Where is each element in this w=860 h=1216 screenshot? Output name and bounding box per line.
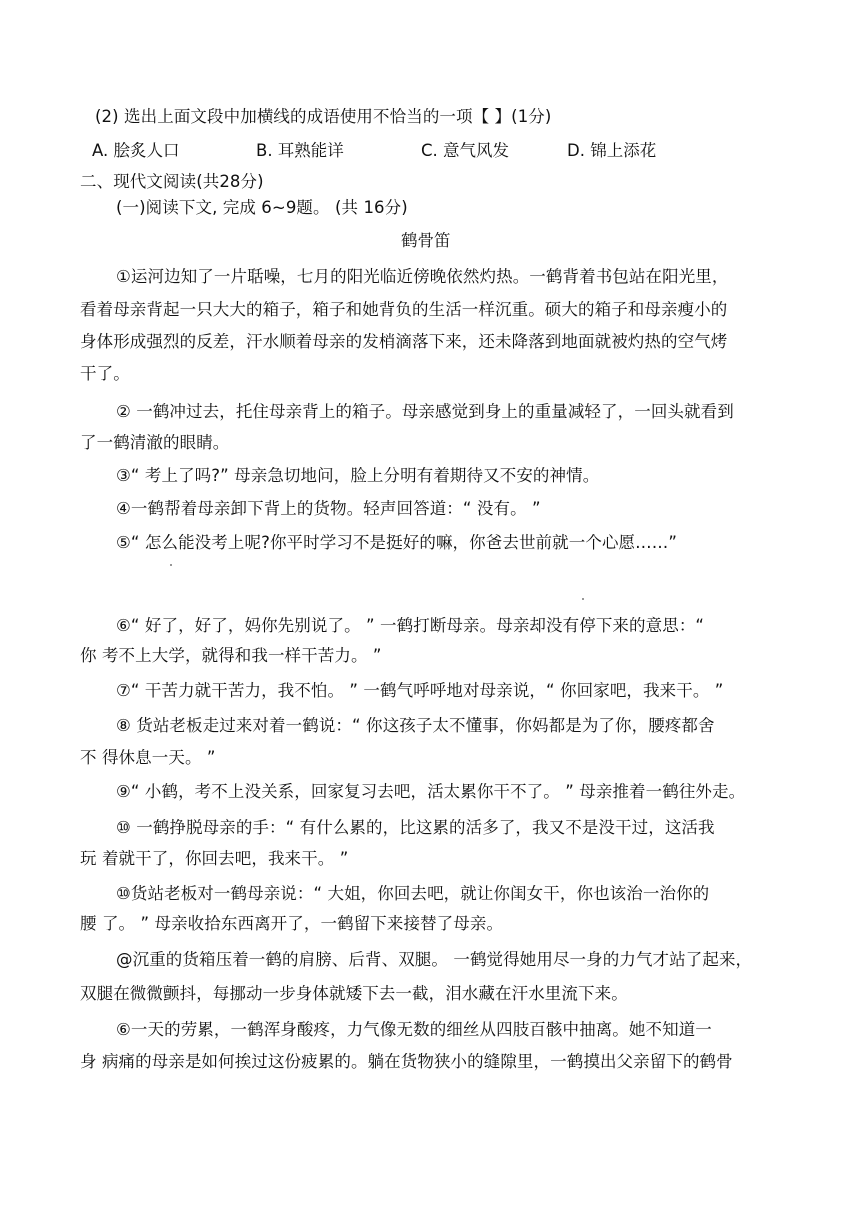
- para-13-line-2: 身 病痛的母亲是如何挨过这份疲累的。躺在货物狭小的缝隙里，一鹤摸出父亲留下的鹤骨: [80, 1052, 733, 1071]
- para-12-line-1: @沉重的货箱压着一鹤的肩膀、后背、双腿。 一鹤觉得她用尽一身的力气才站了起来，: [116, 950, 753, 969]
- para-4: ④一鹤帮着母亲卸下背上的货物。轻声回答道：“ 没有。 ”: [116, 499, 541, 518]
- para-1-line-1: ①运河边知了一片聒噪，七月的阳光临近傍晚依然灼热。一鹤背着书包站在阳光里，: [116, 267, 729, 286]
- para-13-line-1: ⑥一天的劳累，一鹤浑身酸疼，力气像无数的细丝从四肢百骸中抽离。她不知道一: [116, 1020, 712, 1039]
- para-2-line-1: ② 一鹤冲过去，托住母亲背上的箱子。母亲感觉到身上的重量减轻了，一回头就看到: [116, 402, 734, 421]
- para-12-line-2: 双腿在微微颤抖，每挪动一步身体就矮下去一截，泪水藏在汗水里流下来。: [80, 984, 628, 1003]
- para-6-line-1: ⑥“ 好了，好了，妈你先别说了。 ” 一鹤打断母亲。母亲却没有停下来的意思：“: [116, 616, 705, 635]
- option-b: B. 耳熟能详: [256, 141, 344, 160]
- section-sub-heading: (一)阅读下文, 完成 6~9题。 (共 16分): [116, 198, 408, 217]
- para-1-line-4: 干了。: [80, 364, 130, 383]
- para-5: ⑤“ 怎么能没考上呢?你平时学习不是挺好的嘛，你爸去世前就一个心愿……”: [116, 533, 677, 552]
- stray-mark-2: [582, 598, 584, 600]
- para-7: ⑦“ 干苦力就干苦力，我不怕。 ” 一鹤气呼呼地对母亲说，“ 你回家吧，我来干。 ”: [116, 681, 724, 700]
- para-8-line-1: ⑧ 货站老板走过来对着一鹤说：“ 你这孩子太不懂事，你妈都是为了你，腰疼都舍: [116, 716, 715, 735]
- question-2-stem: (2) 选出上面文段中加横线的成语使用不恰当的一项【 】(1分): [95, 107, 552, 126]
- option-d: D. 锦上添花: [567, 141, 657, 160]
- para-9: ⑨“ 小鹤，考不上没关系，回家复习去吧，活太累你干不了。 ” 母亲推着一鹤往外走。: [116, 782, 746, 801]
- para-1-line-3: 身体形成强烈的反差，汗水顺着母亲的发梢滴落下来，还未降落到地面就被灼热的空气烤: [80, 332, 728, 351]
- para-1-line-2: 看着母亲背起一只大大的箱子，箱子和她背负的生活一样沉重。硕大的箱子和母亲瘦小的: [80, 300, 728, 319]
- option-c: C. 意气风发: [421, 141, 510, 160]
- stray-mark-1: [170, 564, 172, 566]
- para-6-line-2: 你 考不上大学，就得和我一样干苦力。 ”: [80, 646, 382, 665]
- article-title: 鹤骨笛: [401, 231, 451, 250]
- para-10-line-1: ⑩ 一鹤挣脱母亲的手：“ 有什么累的，比这累的活多了，我又不是没干过，这活我: [116, 818, 715, 837]
- para-10-line-2: 玩 着就干了，你回去吧，我来干。 ”: [80, 849, 349, 868]
- section-heading: 二、现代文阅读(共28分): [80, 172, 264, 191]
- option-a: A. 脍炙人口: [92, 141, 180, 160]
- para-11-line-1: ⑩货站老板对一鹤母亲说：“ 大姐，你回去吧，就让你闺女干，你也该治一治你的: [116, 884, 710, 903]
- para-8-line-2: 不 得休息一天。 ”: [80, 748, 216, 767]
- para-11-line-2: 腰 了。 ” 母亲收拾东西离开了，一鹤留下来接替了母亲。: [80, 914, 504, 933]
- para-2-line-2: 了一鹤清澈的眼睛。: [80, 433, 230, 452]
- para-3: ③“ 考上了吗?” 母亲急切地问，脸上分明有着期待又不安的神情。: [116, 466, 600, 485]
